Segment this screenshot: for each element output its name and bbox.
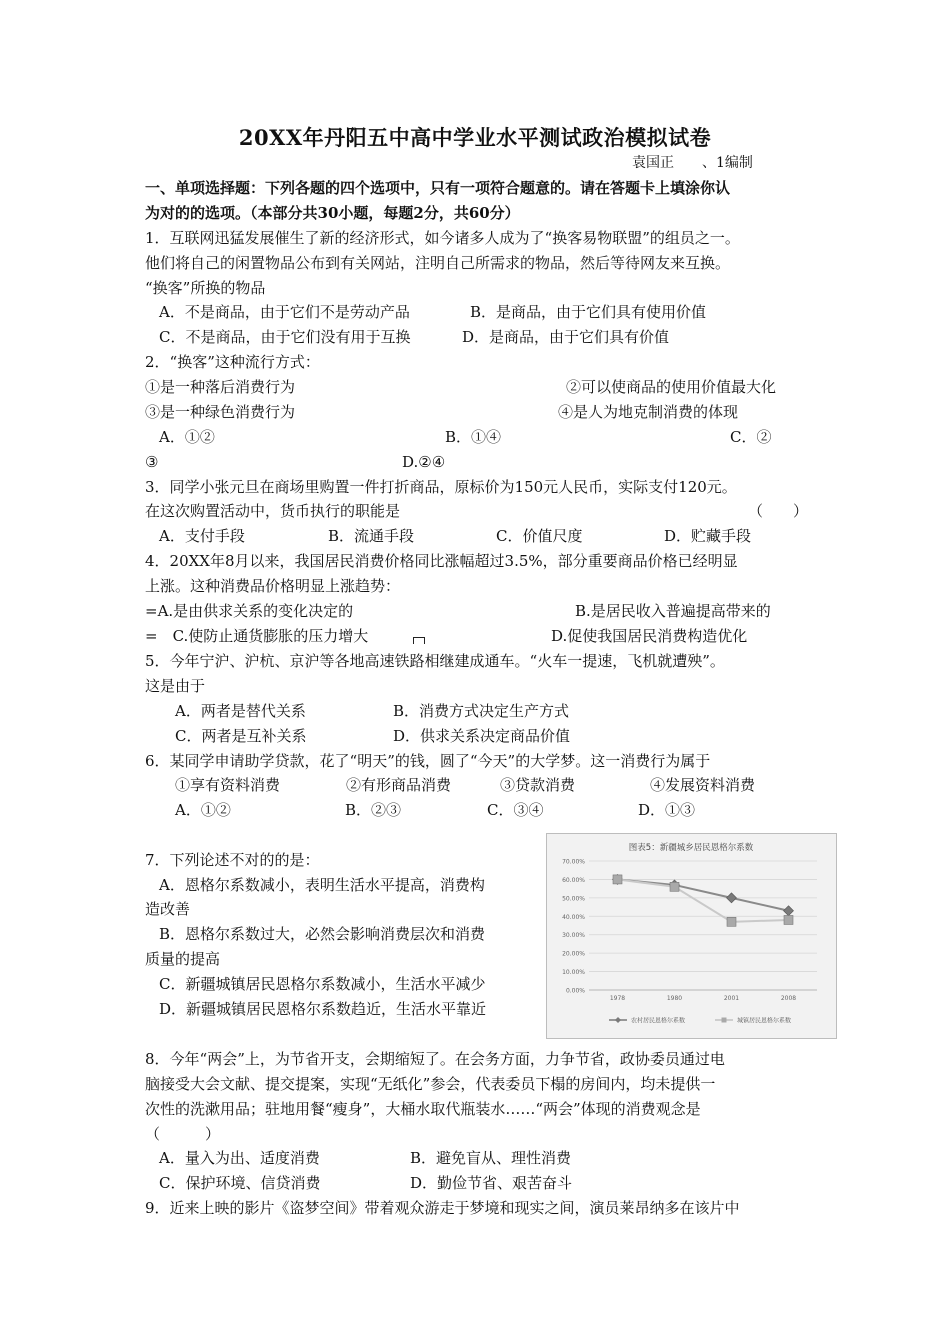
q2-option-a: A．①② [159,428,215,446]
q4-stem-line-1: 4．20XX年8月以来，我国居民消费价格同比涨幅超过3.5%，部分重要商品价格已经明显 [145,552,738,570]
q2-option-b: B．①④ [445,428,502,446]
q8-stem-line-3: 次性的洗漱用品；驻地用餐“瘦身”，大桶水取代瓶装水……“两会”体现的消费观念是 [145,1100,701,1118]
q2-option-c-wrap: ③ [145,453,159,471]
legend-label: 城镇居民恩格尔系数 [737,1017,792,1025]
q1-stem-line-3: “换客”所换的物品 [145,279,266,297]
engel-coefficient-chart [546,833,837,1039]
q1-option-c: C．不是商品，由于它们没有用于互换 [159,328,411,346]
y-tick-label: 60.00% [562,876,585,884]
section-heading-line-1: 一、单项选择题：下列各题的四个选项中，只有一项符合题意的。请在答题卡上填涂你认 [145,179,731,197]
q1-option-a: A．不是商品，由于它们不是劳动产品 [159,303,410,321]
q5-option-b: B．消费方式决定生产方式 [393,702,570,720]
q3-answer-paren: （ ） [748,502,809,520]
q8-option-b: B．避免盲从、理性消费 [410,1149,572,1167]
q7-option-b: B．恩格尔系数过大，必然会影响消费层次和消费 [159,925,486,943]
data-point-rural [727,893,737,903]
author-line: 袁国正 、1编制 [632,155,753,171]
y-tick-label: 10.00% [562,969,585,977]
q6-statement-1: ①享有资料消费 [175,776,281,794]
q5-option-a: A．两者是替代关系 [175,702,306,720]
data-point-rural [784,906,794,916]
q6-statement-3: ③贷款消费 [500,776,576,794]
q7-option-c: C．新疆城镇居民恩格尔系数减小，生活水平减少 [159,975,486,993]
q6-statement-4: ④发展资料消费 [650,776,756,794]
data-point-urban [727,917,736,926]
q8-option-a: A．量入为出、适度消费 [159,1149,320,1167]
q6-option-c: C．③④ [487,801,544,819]
data-point-urban [784,915,793,924]
q2-option-d: D.②④ [402,453,446,471]
q7-option-a: A．恩格尔系数减小，表明生活水平提高，消费构 [159,876,485,894]
q5-option-d: D．供求关系决定商品价值 [393,727,571,745]
q6-statement-2: ②有形商品消费 [346,776,452,794]
q7-option-b-wrap: 质量的提高 [145,950,221,968]
chart-svg [547,834,836,1038]
q6-option-b: B．②③ [345,801,402,819]
q1-stem-line-1: 1．互联网迅猛发展催生了新的经济形式，如今诸多人成为了“换客易物联盟”的组员之一。 [145,229,740,247]
q2-statement-3: ③是一种绿色消费行为 [145,403,296,421]
q3-stem-line-1: 3．同学小张元旦在商场里购置一件打折商品，原标价为150元人民币，实际支付120元。 [145,478,737,496]
legend-marker [722,1018,727,1023]
y-tick-label: 70.00% [562,858,585,866]
q2-statement-2: ②可以使商品的使用价值最大化 [566,378,777,396]
section-heading-line-2: 为对的的选项。（本部分共30小题，每题2分，共60分） [145,204,520,222]
q5-option-c: C．两者是互补关系 [175,727,307,745]
bracket-mark [413,637,425,644]
y-tick-label: 20.00% [562,950,585,958]
q3-option-c: C．价值尺度 [496,527,583,545]
x-tick-label: 1978 [609,995,626,1002]
q2-option-c: C．② [730,428,772,446]
data-point-urban [670,882,679,891]
q3-option-b: B．流通手段 [328,527,415,545]
q5-stem-line-2: 这是由于 [145,677,206,695]
q3-stem-line-2: 在这次购置活动中，货币执行的职能是 [145,502,401,520]
q7-option-a-wrap: 造改善 [145,900,191,918]
series-line-2 [618,879,789,921]
legend-label: 农村居民恩格尔系数 [631,1017,686,1025]
q8-option-d: D．勤俭节省、艰苦奋斗 [410,1174,573,1192]
q2-statement-4: ④是人为地克制消费的体现 [558,403,739,421]
legend-marker [615,1017,621,1023]
page-title: 20XX年丹阳五中高中学业水平测试政治模拟试卷 [238,125,712,150]
q4-option-a: =A.是由供求关系的变化决定的 [145,602,354,620]
series-line-1 [618,879,789,910]
q3-option-a: A．支付手段 [159,527,245,545]
q1-option-b: B．是商品，由于它们具有使用价值 [470,303,707,321]
q8-option-c: C．保护环境、信贷消费 [159,1174,321,1192]
q8-stem-line-1: 8．今年“两会”上，为节省开支，会期缩短了。在会务方面，力争节省，政协委员通过电 [145,1050,725,1068]
q2-statement-1: ①是一种落后消费行为 [145,378,296,396]
y-tick-label: 50.00% [562,895,585,903]
q2-stem: 2．“换客”这种流行方式： [145,353,320,371]
q8-answer-paren: （ ） [145,1125,221,1143]
data-point-urban [613,875,622,884]
q4-option-b: B.是居民收入普遍提高带来的 [575,602,771,620]
q3-option-d: D．贮藏手段 [664,527,752,545]
x-tick-label: 1980 [666,995,683,1002]
q6-option-a: A．①② [175,801,231,819]
y-tick-label: 30.00% [562,932,585,940]
x-tick-label: 2001 [723,995,740,1002]
y-tick-label: 0.00% [565,987,585,995]
q6-stem: 6．某同学申请助学贷款，花了“明天”的钱，圆了“今天”的大学梦。这一消费行为属于 [145,752,711,770]
q7-option-d: D．新疆城镇居民恩格尔系数趋近，生活水平靠近 [159,1000,487,1018]
q4-option-c: = C.使防止通货膨胀的压力增大 [145,627,369,645]
q7-stem: 7．下列论述不对的的是： [145,851,320,869]
x-tick-label: 2008 [780,995,797,1002]
chart-title: 图表5：新疆城乡居民恩格尔系数 [628,843,754,853]
q1-stem-line-2: 他们将自己的闲置物品公布到有关网站，注明自己所需求的物品，然后等待网友来互换。 [145,254,731,272]
q1-option-d: D．是商品，由于它们具有价值 [462,328,670,346]
y-tick-label: 40.00% [562,913,585,921]
q4-stem-line-2: 上涨。这种消费品价格明显上涨趋势： [145,577,401,595]
q4-option-d: D.促使我国居民消费构造优化 [551,627,748,645]
q6-option-d: D．①③ [638,801,696,819]
q5-stem-line-1: 5．今年宁沪、沪杭、京沪等各地高速铁路相继建成通车。“火车一提速，飞机就遭殃”。 [145,652,725,670]
q9-stem: 9．近来上映的影片《盗梦空间》带着观众游走于梦境和现实之间，演员莱昂纳多在该片中 [145,1199,740,1217]
q8-stem-line-2: 脑接受大会文献、提交提案，实现“无纸化”参会，代表委员下榻的房间内，均未提供一 [145,1075,716,1093]
